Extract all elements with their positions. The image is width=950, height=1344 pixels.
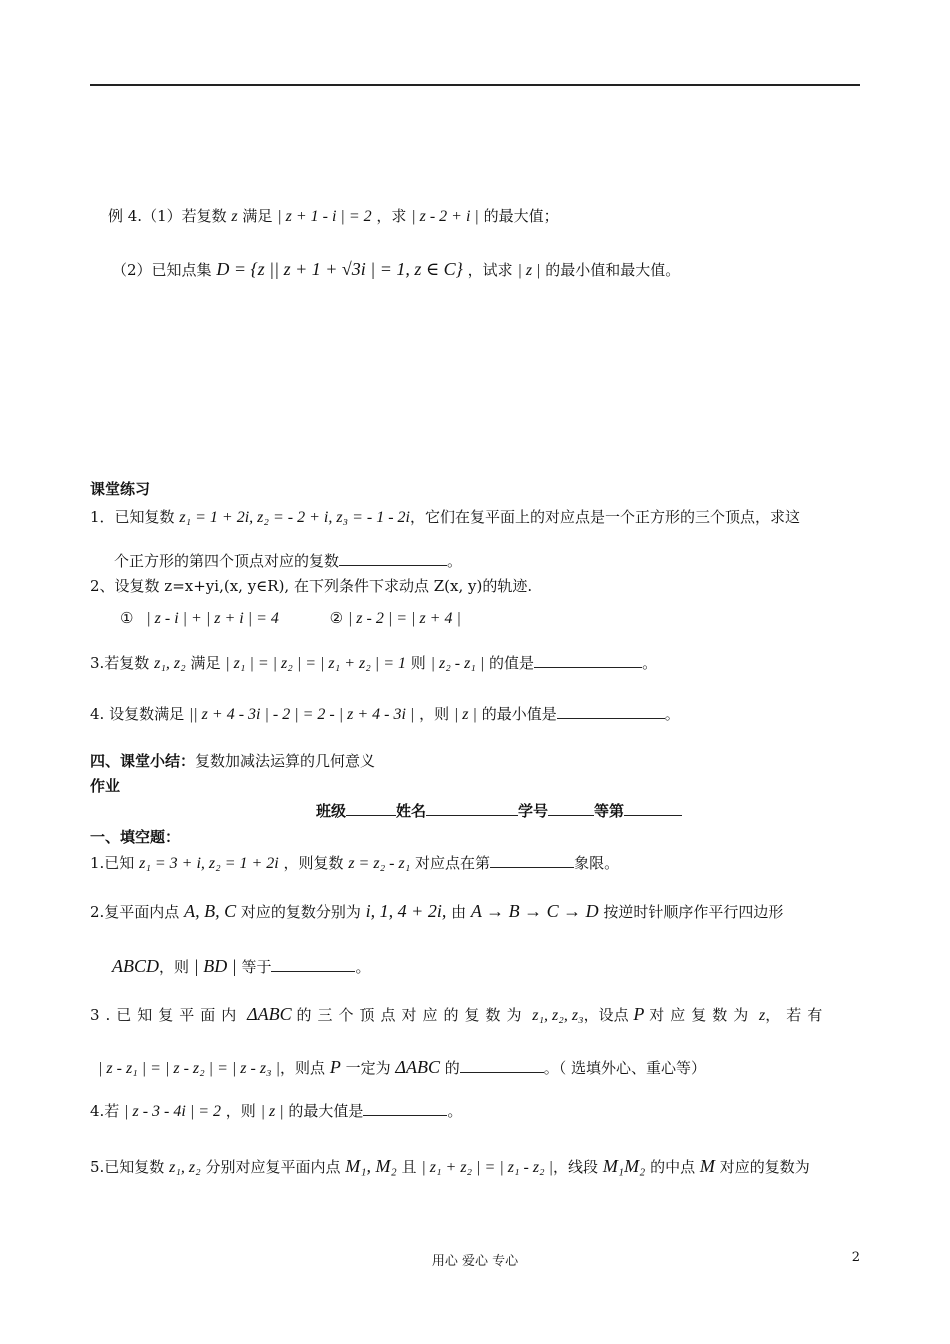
classroom-q1-line2: [90, 550, 860, 572]
q4-then: ，则: [419, 705, 450, 723]
q1-answer-blank[interactable]: [339, 551, 447, 566]
homework-q1: [90, 852, 860, 875]
h3-l2-P: P: [329, 1057, 341, 1077]
class-label: 班级: [316, 802, 347, 820]
h1-answer-blank[interactable]: [490, 853, 574, 868]
h3-tail: ，若有: [765, 1006, 829, 1024]
h5-seg: ，线段: [553, 1158, 599, 1176]
h3-l2-a: ，则点: [280, 1059, 326, 1077]
h3-l2-c: 的: [444, 1059, 460, 1077]
section-fill-in: 一、填空题：: [90, 828, 181, 846]
example4-part1: [90, 205, 860, 228]
h5-tail: 对应的复数为: [719, 1158, 810, 1176]
ex4-p2-tail: 的最小值和最大值。: [545, 261, 681, 279]
h5-mid: 分别对应复平面内点: [205, 1158, 341, 1176]
h4-answer-blank[interactable]: [363, 1101, 447, 1116]
q1-line2: 个正方形的第四个顶点对应的复数: [114, 552, 340, 570]
classroom-q2-items: [90, 607, 860, 630]
student-info-row: [90, 800, 860, 822]
q3-expr: | z₂ - z₁ |: [430, 655, 485, 672]
homework-q3-line2: [90, 1056, 860, 1080]
h1-end: 象限。: [574, 854, 620, 872]
summary-text: 复数加减法运算的几何意义: [195, 752, 376, 770]
h2-points: A, B, C: [184, 901, 237, 921]
classroom-q1: [90, 506, 860, 529]
homework-q2-line2: [90, 955, 860, 978]
name-label: 姓名: [396, 802, 427, 820]
footer-motto: 用心 爱心 专心: [431, 1254, 519, 1269]
q4-cond: || z + 4 - 3i | - 2 | = 2 - | z + 4 - 3i |: [188, 706, 415, 723]
classroom-heading: 课堂练习: [90, 480, 151, 498]
example4-part2: [90, 258, 860, 282]
h3-z: z: [758, 1007, 766, 1024]
h3-vars: z₁, z₂, z₃: [532, 1007, 584, 1024]
h4-pre: 4.若: [90, 1102, 120, 1120]
q3-tail: 的值是: [489, 654, 535, 672]
q4-expr: | z |: [453, 706, 477, 723]
q2-b-expr: | z - 2 | = | z + 4 |: [347, 610, 461, 627]
homework-q5: [90, 1155, 860, 1179]
q3-pre: 3.若复数: [90, 654, 150, 672]
h5-vars: z₁, z₂: [169, 1159, 201, 1176]
q2-a-mark: ①: [120, 609, 134, 627]
q4-tail: 的最小值是: [481, 705, 557, 723]
h5-points: M₁, M₂: [345, 1156, 397, 1176]
summary: [90, 750, 860, 772]
h4-end: 。: [447, 1102, 463, 1120]
q3-vars: z₁, z₂: [154, 655, 186, 672]
q1-end: 。: [447, 552, 463, 570]
q2-a-expr: | z - i | + | z + i | = 4: [146, 610, 279, 627]
header-rule: [90, 84, 860, 86]
h2-l2-end: 。: [355, 958, 371, 976]
ex4-p1-cond: | z + 1 - i | = 2: [277, 208, 372, 225]
ex4-p2-ask: ，试求: [467, 261, 513, 279]
q4-end: 。: [664, 705, 680, 723]
h2-pre: 2.复平面内点: [90, 903, 180, 921]
h2-l2-expr: | BD |: [193, 956, 237, 976]
h4-tail: 的最大值是: [288, 1102, 364, 1120]
h5-cond: | z₁ + z₂ | = | z₁ - z₂ |: [421, 1159, 554, 1176]
h2-l2-then: ，则: [159, 958, 190, 976]
q3-mid: 满足: [190, 654, 221, 672]
h5-segment: M₁M₂: [602, 1156, 646, 1176]
ex4-p2-label: （2）已知点集: [112, 261, 212, 279]
classroom-q4: [90, 703, 860, 726]
h2-from: 由: [451, 903, 467, 921]
ex4-p1-z: z: [231, 208, 238, 225]
q1-pre: 1．已知复数: [90, 508, 175, 526]
ex4-p2-expr: | z |: [517, 262, 541, 279]
h5-and: 且: [401, 1158, 417, 1176]
q4-answer-blank[interactable]: [557, 704, 665, 719]
h3-triangle: ΔABC: [247, 1004, 292, 1024]
h3-mid: 的三个顶点对应的复数为: [296, 1006, 528, 1024]
h2-answer-blank[interactable]: [271, 957, 355, 972]
classroom-q3: [90, 652, 860, 675]
h3-l2-b: 一定为: [345, 1059, 391, 1077]
h2-values: i, 1, 4 + 2i,: [365, 901, 447, 921]
ex4-p1-label: 例 4.（1）若复数: [108, 207, 227, 225]
h3-l2-expr: | z - z₁ | = | z - z₂ | = | z - z₃ |: [98, 1060, 281, 1077]
id-label: 学号: [518, 802, 549, 820]
h2-l2-tail: 等于: [241, 958, 272, 976]
q3-cond: | z₁ | = | z₂ | = | z₁ + z₂ | = 1: [225, 655, 406, 672]
h2-parallelogram: ABCD: [112, 956, 159, 976]
h1-tail: 对应点在第: [415, 854, 491, 872]
h3-pre: 3.已知复平面内: [90, 1006, 243, 1024]
grade-label: 等第: [594, 802, 625, 820]
homework-q3: [90, 1003, 860, 1027]
classroom-q2: 2、设复数 z=x+yi,(x, y∈R), 在下列条件下求动点 Z(x, y)的轨迹.: [90, 577, 533, 595]
homework-q2: [90, 900, 860, 923]
ex4-p1-expr: | z - 2 + i |: [411, 208, 479, 225]
homework-q4: [90, 1100, 860, 1123]
h1-expr: z₁ = 3 + i, z₂ = 1 + 2i: [139, 855, 279, 872]
h1-mid: ，则复数: [283, 854, 344, 872]
ex4-p1-tail: 的最大值；: [483, 207, 559, 225]
h2-path: A → B → C → D: [470, 901, 599, 921]
h3-l2-end: 。（ 选填外心、重心等）: [543, 1059, 707, 1077]
h5-pre: 5.已知复数: [90, 1158, 165, 1176]
h4-cond: | z - 3 - 4i | = 2: [124, 1103, 222, 1120]
h3-P: P: [633, 1004, 645, 1024]
name-field[interactable]: [426, 801, 518, 816]
page-number: 2: [851, 1250, 860, 1265]
q3-then: 则: [410, 654, 426, 672]
homework-heading: 作业: [90, 777, 121, 795]
h3-answer-blank[interactable]: [460, 1058, 544, 1073]
h1-pre: 1.已知: [90, 854, 135, 872]
q1-post: ，它们在复平面上的对应点是一个正方形的三个顶点，求这: [410, 508, 801, 526]
h3-l2-triangle: ΔABC: [395, 1057, 440, 1077]
id-field[interactable]: [548, 801, 594, 816]
q2-b-mark: ②: [329, 609, 344, 627]
q1-expr: z₁ = 1 + 2i, z₂ = - 2 + i, z₃ = - 1 - 2i: [179, 509, 410, 526]
h5-M: M: [699, 1156, 715, 1176]
ex4-p2-set: D = {z || z + 1 + √3i | = 1, z ∈ C}: [216, 259, 463, 279]
q3-end: 。: [642, 654, 658, 672]
h2-mid: 对应的复数分别为: [240, 903, 361, 921]
h4-expr: | z |: [260, 1103, 284, 1120]
h3-mid2: ，设点: [583, 1006, 629, 1024]
ex4-p1-ask: ，求: [376, 207, 407, 225]
q3-answer-blank[interactable]: [534, 653, 642, 668]
h5-mid2: 的中点: [650, 1158, 696, 1176]
h4-then: ，则: [225, 1102, 256, 1120]
h1-expr2: z = z₂ - z₁: [348, 855, 411, 872]
summary-label: 四、课堂小结：: [90, 752, 196, 770]
h3-mid3: 对应复数为: [649, 1006, 755, 1024]
q4-pre: 4. 设复数满足: [90, 705, 185, 723]
class-field[interactable]: [346, 801, 396, 816]
ex4-p1-cond-pre: 满足: [242, 207, 273, 225]
h2-tail: 按逆时针顺序作平行四边形: [603, 903, 784, 921]
grade-field[interactable]: [624, 801, 682, 816]
